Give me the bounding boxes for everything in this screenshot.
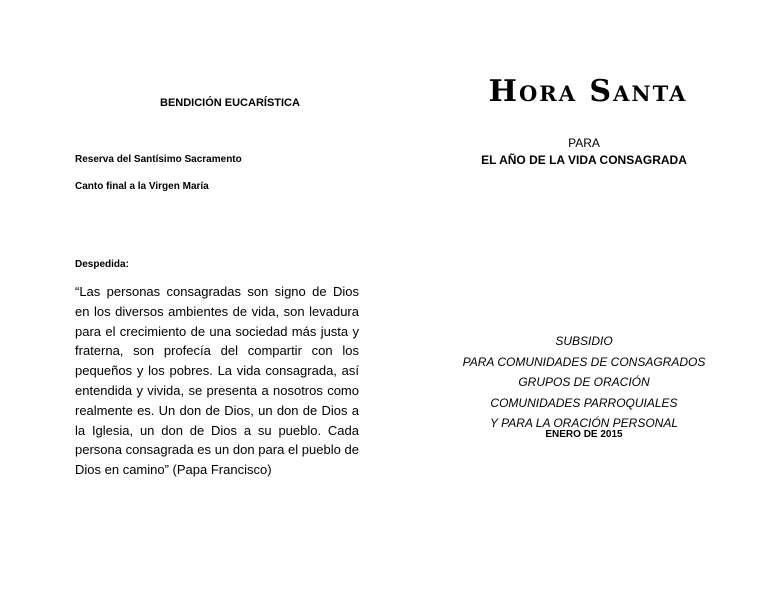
final-song-item: Canto final a la Virgen María <box>75 181 209 192</box>
right-page <box>384 0 768 593</box>
subsidy-block <box>400 331 768 434</box>
subsidy-line: PARA COMUNIDADES DE CONSAGRADOS <box>462 354 706 369</box>
publication-date: ENERO DE 2015 <box>545 429 623 440</box>
subsidy-line: COMUNIDADES PARROQUIALES <box>490 395 678 410</box>
subsidy-line: SUBSIDIO <box>555 334 613 348</box>
reserve-item: Reserva del Santísimo Sacramento <box>75 154 242 165</box>
holy-hour-title: Hora Santa <box>488 74 688 109</box>
subsidy-line: Y PARA LA ORACIÓN PERSONAL <box>489 416 679 431</box>
farewell-label: Despedida: <box>75 259 129 270</box>
benediction-heading: BENDICIÓN EUCARÍSTICA <box>160 97 300 109</box>
consecrated-life-year: EL AÑO DE LA VIDA CONSAGRADA <box>481 153 687 167</box>
pope-francis-quote: “Las personas consagradas son signo de Dios en los diversos ambientes de vida, son levadura para el crecimiento de una sociedad más justa y fraterna, son profecía del compartir con los pequeños y los pobres. La vida consagrada, así entendida y vivida, se presenta a nosotros como realmente es. Un don de Dios, un don de Dios a la Iglesia, un don de Dios a su pueblo. Cada persona consagrada es un don para el pueblo de Dios en camino” (Papa Francisco) <box>75 284 359 478</box>
subsidy-line: GRUPOS DE ORACIÓN <box>518 375 650 390</box>
para-label: PARA <box>568 136 600 150</box>
